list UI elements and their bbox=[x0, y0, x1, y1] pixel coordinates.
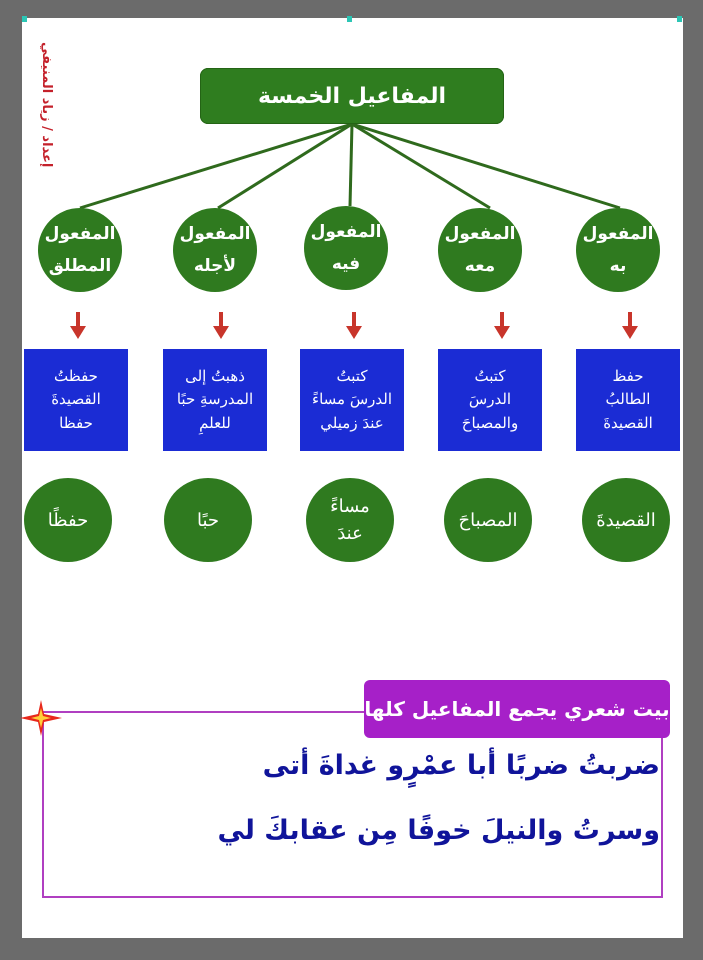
answer-adverbial: مساءً عندَ bbox=[306, 478, 394, 562]
down-arrow-icon bbox=[212, 312, 230, 340]
verse-line-2: وسرتُ والنيلَ خوفًا مِن عقابكَ لي bbox=[217, 815, 660, 846]
example-box-direct: حفظ الطالبُ القصيدةَ bbox=[576, 349, 680, 451]
example-box-with: كتبتُ الدرسَ والمصباحَ bbox=[438, 349, 542, 451]
down-arrow-icon bbox=[621, 312, 639, 340]
star-burst-icon bbox=[18, 698, 64, 738]
example-box-adverbial: كتبتُ الدرسَ مساءً عندَ زميلي bbox=[300, 349, 404, 451]
corner-dot bbox=[347, 16, 352, 22]
corner-dot bbox=[22, 16, 27, 22]
answer-absolute: حفظًا bbox=[24, 478, 112, 562]
verse-title: بيت شعري يجمع المفاعيل كلها bbox=[364, 680, 670, 738]
verse-line-1: ضربتُ ضربًا أبا عمْرٍو غداةَ أتى bbox=[262, 750, 660, 781]
example-box-purpose: ذهبتُ إلى المدرسةِ حبًا للعلمِ bbox=[163, 349, 267, 451]
node-object-absolute: المفعول المطلق bbox=[38, 208, 122, 292]
node-object-purpose: المفعول لأجله bbox=[173, 208, 257, 292]
down-arrow-icon bbox=[345, 312, 363, 340]
node-object-direct: المفعول به bbox=[576, 208, 660, 292]
answer-direct: القصيدةَ bbox=[582, 478, 670, 562]
author-credit: إعداد / زياد المنيفي bbox=[39, 42, 54, 168]
answer-with: المصباحَ bbox=[444, 478, 532, 562]
corner-dot bbox=[677, 16, 682, 22]
node-object-with: المفعول معه bbox=[438, 208, 522, 292]
down-arrow-icon bbox=[69, 312, 87, 340]
verse-frame bbox=[42, 711, 663, 898]
answer-purpose: حبًا bbox=[164, 478, 252, 562]
down-arrow-icon bbox=[493, 312, 511, 340]
diagram-title: المفاعيل الخمسة bbox=[200, 68, 504, 124]
example-box-absolute: حفظتُ القصيدةَ حفظا bbox=[24, 349, 128, 451]
node-object-adverbial: المفعول فيه bbox=[304, 206, 388, 290]
